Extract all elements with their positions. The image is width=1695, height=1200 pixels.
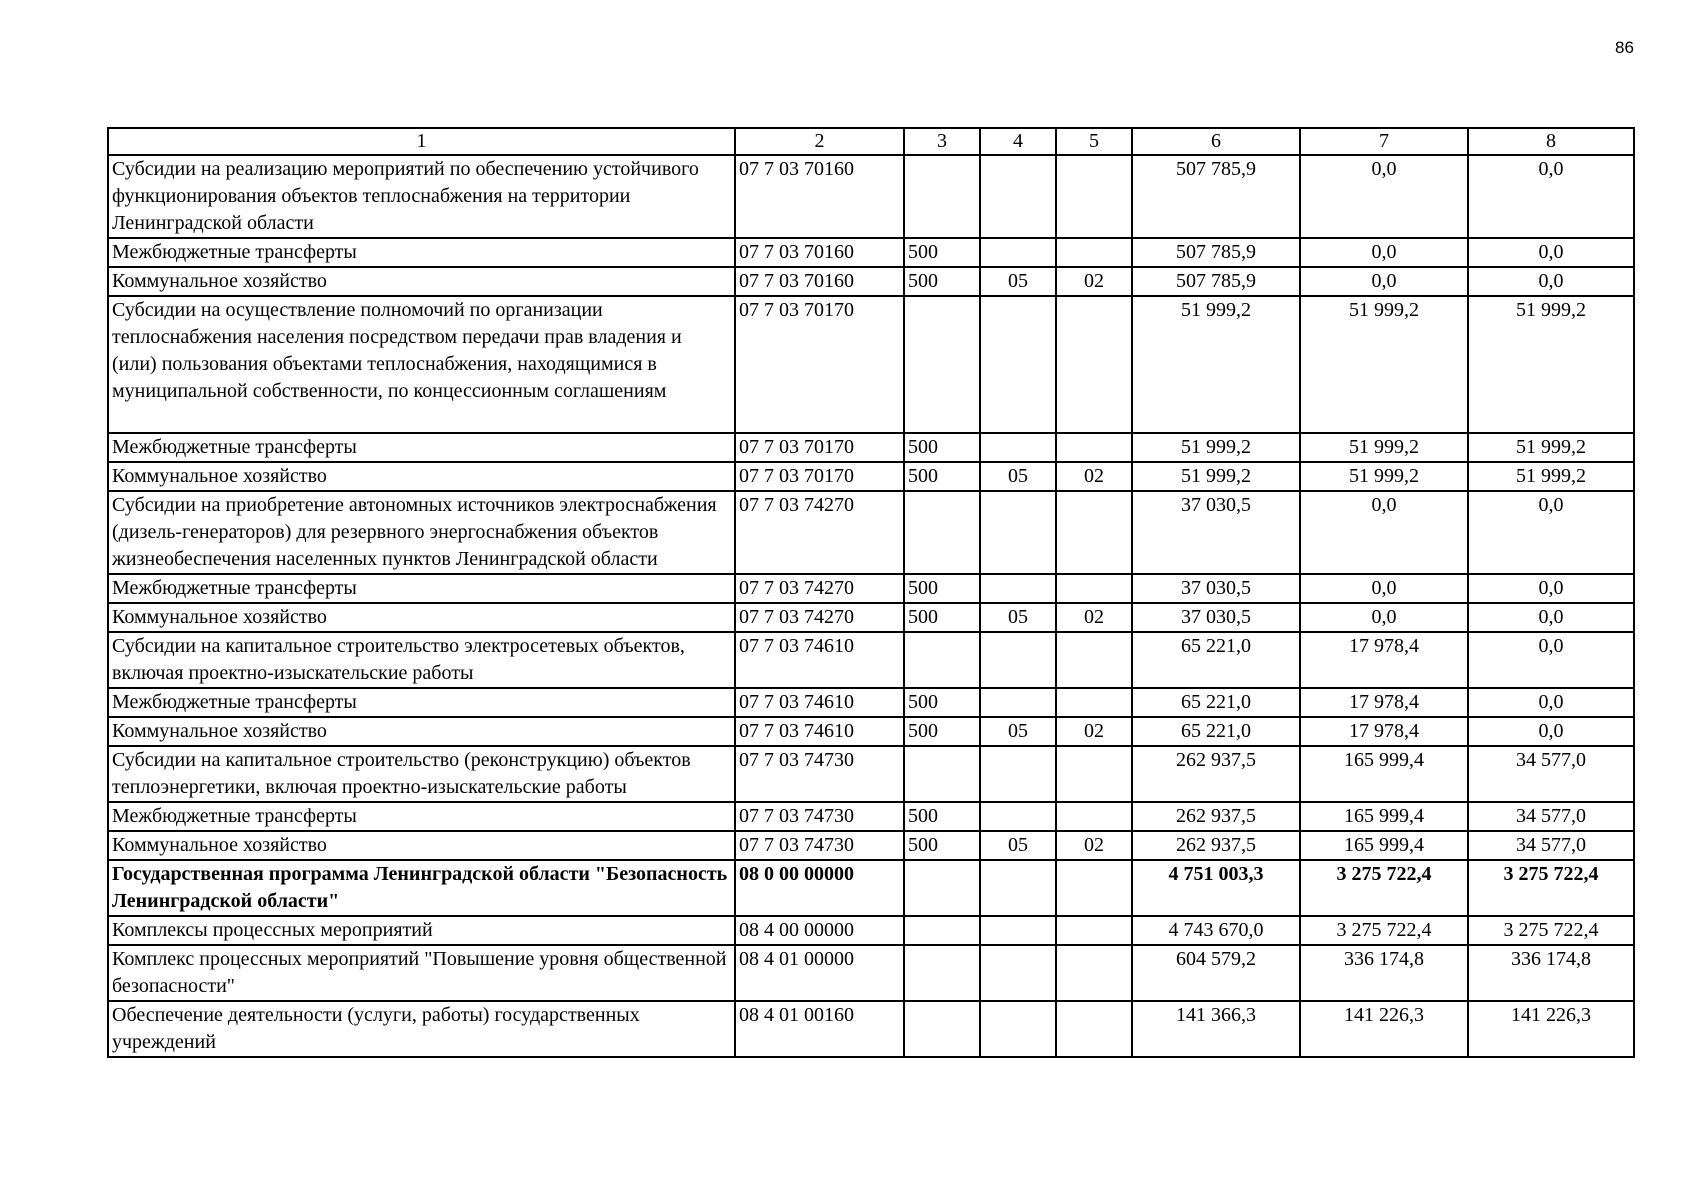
row-value-7: 336 174,8 xyxy=(1300,945,1468,1001)
row-name: Обеспечение деятельности (услуги, работы) государственных учреждений xyxy=(108,1001,735,1057)
row-code: 08 4 01 00000 xyxy=(735,945,904,1001)
row-code: 08 4 00 00000 xyxy=(735,916,904,945)
row-col3 xyxy=(904,916,980,945)
row-col3 xyxy=(904,860,980,916)
row-value-7: 0,0 xyxy=(1300,267,1468,296)
row-col4: 05 xyxy=(980,462,1056,491)
row-value-7: 17 978,4 xyxy=(1300,632,1468,688)
row-value-6: 141 366,3 xyxy=(1132,1001,1300,1057)
row-name: Субсидии на реализацию мероприятий по обеспечению устойчивого функционирования объектов теплоснабжения на территории Ленинградской области xyxy=(108,155,735,238)
row-value-7: 17 978,4 xyxy=(1300,688,1468,717)
row-value-6: 51 999,2 xyxy=(1132,296,1300,433)
row-value-8: 51 999,2 xyxy=(1468,296,1634,433)
row-code: 07 7 03 74610 xyxy=(735,717,904,746)
row-col5 xyxy=(1056,688,1132,717)
row-code: 07 7 03 74270 xyxy=(735,491,904,574)
table-row xyxy=(108,574,1634,603)
row-value-7: 0,0 xyxy=(1300,155,1468,238)
row-code: 08 0 00 00000 xyxy=(735,860,904,916)
table-row xyxy=(108,238,1634,267)
row-col4 xyxy=(980,860,1056,916)
row-value-6: 65 221,0 xyxy=(1132,688,1300,717)
row-value-8: 0,0 xyxy=(1468,574,1634,603)
column-header: 6 xyxy=(1132,128,1300,155)
row-col3 xyxy=(904,746,980,802)
row-value-6: 604 579,2 xyxy=(1132,945,1300,1001)
row-value-8: 0,0 xyxy=(1468,717,1634,746)
row-col3 xyxy=(904,632,980,688)
row-name: Комплексы процессных мероприятий xyxy=(108,916,735,945)
row-code: 07 7 03 70170 xyxy=(735,462,904,491)
row-name: Коммунальное хозяйство xyxy=(108,462,735,491)
table-row xyxy=(108,632,1634,688)
row-value-8: 0,0 xyxy=(1468,267,1634,296)
table-row xyxy=(108,945,1634,1001)
row-col4 xyxy=(980,491,1056,574)
row-name: Государственная программа Ленинградской области "Безопасность Ленинградской области" xyxy=(108,860,735,916)
table-row xyxy=(108,831,1634,860)
row-col5 xyxy=(1056,802,1132,831)
row-value-7: 3 275 722,4 xyxy=(1300,860,1468,916)
row-col3 xyxy=(904,1001,980,1057)
row-col4: 05 xyxy=(980,603,1056,632)
row-value-8: 141 226,3 xyxy=(1468,1001,1634,1057)
row-col3 xyxy=(904,945,980,1001)
row-value-7: 3 275 722,4 xyxy=(1300,916,1468,945)
row-value-8: 0,0 xyxy=(1468,603,1634,632)
table-row xyxy=(108,155,1634,238)
row-col5 xyxy=(1056,916,1132,945)
row-col5 xyxy=(1056,860,1132,916)
table-row xyxy=(108,603,1634,632)
row-col4 xyxy=(980,945,1056,1001)
row-value-8: 34 577,0 xyxy=(1468,831,1634,860)
column-header: 2 xyxy=(735,128,904,155)
row-col4 xyxy=(980,296,1056,433)
row-value-7: 165 999,4 xyxy=(1300,802,1468,831)
row-code: 07 7 03 74730 xyxy=(735,746,904,802)
row-col3 xyxy=(904,491,980,574)
row-col3: 500 xyxy=(904,603,980,632)
column-header: 4 xyxy=(980,128,1056,155)
column-header: 5 xyxy=(1056,128,1132,155)
column-header: 7 xyxy=(1300,128,1468,155)
table-row xyxy=(108,717,1634,746)
row-value-7: 0,0 xyxy=(1300,603,1468,632)
table-row xyxy=(108,688,1634,717)
row-value-8: 51 999,2 xyxy=(1468,462,1634,491)
row-col3: 500 xyxy=(904,688,980,717)
table-row xyxy=(108,433,1634,462)
row-code: 08 4 01 00160 xyxy=(735,1001,904,1057)
row-name: Коммунальное хозяйство xyxy=(108,603,735,632)
row-value-7: 0,0 xyxy=(1300,238,1468,267)
row-value-8: 0,0 xyxy=(1468,491,1634,574)
row-col5: 02 xyxy=(1056,717,1132,746)
row-col5: 02 xyxy=(1056,462,1132,491)
row-code: 07 7 03 74270 xyxy=(735,574,904,603)
table-row xyxy=(108,296,1634,433)
row-value-6: 4 743 670,0 xyxy=(1132,916,1300,945)
row-value-8: 0,0 xyxy=(1468,238,1634,267)
table-row xyxy=(108,267,1634,296)
row-name: Субсидии на осуществление полномочий по организации теплоснабжения населения посредством передачи прав владения и (или) пользования объектами теплоснабжения, находящимися в муниципальной собственности, по концессионным соглашениям xyxy=(108,296,735,433)
row-col4 xyxy=(980,916,1056,945)
row-col3: 500 xyxy=(904,238,980,267)
table-row xyxy=(108,491,1634,574)
row-code: 07 7 03 70160 xyxy=(735,267,904,296)
row-code: 07 7 03 74270 xyxy=(735,603,904,632)
row-value-6: 507 785,9 xyxy=(1132,267,1300,296)
row-value-8: 336 174,8 xyxy=(1468,945,1634,1001)
row-value-6: 65 221,0 xyxy=(1132,632,1300,688)
table-row xyxy=(108,746,1634,802)
row-col4 xyxy=(980,746,1056,802)
row-value-6: 262 937,5 xyxy=(1132,831,1300,860)
row-col3: 500 xyxy=(904,802,980,831)
row-value-8: 51 999,2 xyxy=(1468,433,1634,462)
row-code: 07 7 03 70160 xyxy=(735,155,904,238)
row-name: Коммунальное хозяйство xyxy=(108,717,735,746)
row-value-6: 37 030,5 xyxy=(1132,603,1300,632)
row-value-7: 141 226,3 xyxy=(1300,1001,1468,1057)
row-name: Субсидии на капитальное строительство электросетевых объектов, включая проектно-изыскательские работы xyxy=(108,632,735,688)
row-value-7: 0,0 xyxy=(1300,491,1468,574)
row-name: Коммунальное хозяйство xyxy=(108,267,735,296)
row-value-6: 37 030,5 xyxy=(1132,574,1300,603)
row-col5 xyxy=(1056,155,1132,238)
row-col4 xyxy=(980,802,1056,831)
row-name: Межбюджетные трансферты xyxy=(108,238,735,267)
column-header: 8 xyxy=(1468,128,1634,155)
row-value-6: 37 030,5 xyxy=(1132,491,1300,574)
column-header: 1 xyxy=(108,128,735,155)
row-name: Субсидии на приобретение автономных источников электроснабжения (дизель-генераторов) для резервного энергоснабжения объектов жизнеобеспечения населенных пунктов Ленинградской области xyxy=(108,491,735,574)
row-value-7: 165 999,4 xyxy=(1300,746,1468,802)
header-row xyxy=(108,128,1634,155)
row-code: 07 7 03 74610 xyxy=(735,688,904,717)
row-col4 xyxy=(980,238,1056,267)
row-value-7: 0,0 xyxy=(1300,574,1468,603)
row-col5 xyxy=(1056,433,1132,462)
table-row xyxy=(108,1001,1634,1057)
row-col5 xyxy=(1056,746,1132,802)
row-col5 xyxy=(1056,945,1132,1001)
row-value-8: 3 275 722,4 xyxy=(1468,860,1634,916)
row-col4 xyxy=(980,632,1056,688)
row-code: 07 7 03 74610 xyxy=(735,632,904,688)
row-value-8: 0,0 xyxy=(1468,688,1634,717)
row-name: Межбюджетные трансферты xyxy=(108,688,735,717)
row-value-7: 17 978,4 xyxy=(1300,717,1468,746)
row-col4 xyxy=(980,574,1056,603)
row-col5: 02 xyxy=(1056,831,1132,860)
row-name: Комплекс процессных мероприятий "Повышение уровня общественной безопасности" xyxy=(108,945,735,1001)
row-col5: 02 xyxy=(1056,267,1132,296)
row-col4: 05 xyxy=(980,267,1056,296)
table-row xyxy=(108,802,1634,831)
row-col5 xyxy=(1056,238,1132,267)
row-value-7: 165 999,4 xyxy=(1300,831,1468,860)
row-value-8: 34 577,0 xyxy=(1468,802,1634,831)
row-col3: 500 xyxy=(904,717,980,746)
row-col5 xyxy=(1056,296,1132,433)
row-col4 xyxy=(980,155,1056,238)
row-col4: 05 xyxy=(980,831,1056,860)
row-col5 xyxy=(1056,632,1132,688)
row-col5: 02 xyxy=(1056,603,1132,632)
row-value-6: 262 937,5 xyxy=(1132,802,1300,831)
row-name: Межбюджетные трансферты xyxy=(108,433,735,462)
row-value-6: 51 999,2 xyxy=(1132,462,1300,491)
row-value-6: 4 751 003,3 xyxy=(1132,860,1300,916)
row-col4 xyxy=(980,1001,1056,1057)
table-row xyxy=(108,916,1634,945)
row-code: 07 7 03 70170 xyxy=(735,433,904,462)
row-value-7: 51 999,2 xyxy=(1300,433,1468,462)
row-name: Субсидии на капитальное строительство (реконструкцию) объектов теплоэнергетики, включая проектно-изыскательские работы xyxy=(108,746,735,802)
row-col3: 500 xyxy=(904,267,980,296)
row-value-6: 262 937,5 xyxy=(1132,746,1300,802)
row-col3: 500 xyxy=(904,433,980,462)
budget-table xyxy=(107,127,1635,1058)
row-col4 xyxy=(980,433,1056,462)
row-value-7: 51 999,2 xyxy=(1300,462,1468,491)
row-value-6: 507 785,9 xyxy=(1132,155,1300,238)
row-code: 07 7 03 74730 xyxy=(735,802,904,831)
row-col3 xyxy=(904,155,980,238)
table-row xyxy=(108,462,1634,491)
row-code: 07 7 03 70170 xyxy=(735,296,904,433)
row-col3: 500 xyxy=(904,574,980,603)
table-row xyxy=(108,860,1634,916)
row-col3: 500 xyxy=(904,831,980,860)
row-name: Межбюджетные трансферты xyxy=(108,802,735,831)
row-col4 xyxy=(980,688,1056,717)
row-code: 07 7 03 74730 xyxy=(735,831,904,860)
row-value-6: 51 999,2 xyxy=(1132,433,1300,462)
row-col4: 05 xyxy=(980,717,1056,746)
row-col5 xyxy=(1056,1001,1132,1057)
column-header: 3 xyxy=(904,128,980,155)
row-value-6: 507 785,9 xyxy=(1132,238,1300,267)
row-value-6: 65 221,0 xyxy=(1132,717,1300,746)
row-col5 xyxy=(1056,574,1132,603)
row-value-8: 34 577,0 xyxy=(1468,746,1634,802)
row-code: 07 7 03 70160 xyxy=(735,238,904,267)
row-value-8: 0,0 xyxy=(1468,632,1634,688)
row-col3: 500 xyxy=(904,462,980,491)
row-name: Межбюджетные трансферты xyxy=(108,574,735,603)
row-name: Коммунальное хозяйство xyxy=(108,831,735,860)
row-value-8: 3 275 722,4 xyxy=(1468,916,1634,945)
row-col3 xyxy=(904,296,980,433)
page-number: 86 xyxy=(1615,38,1634,57)
row-col5 xyxy=(1056,491,1132,574)
row-value-7: 51 999,2 xyxy=(1300,296,1468,433)
row-value-8: 0,0 xyxy=(1468,155,1634,238)
